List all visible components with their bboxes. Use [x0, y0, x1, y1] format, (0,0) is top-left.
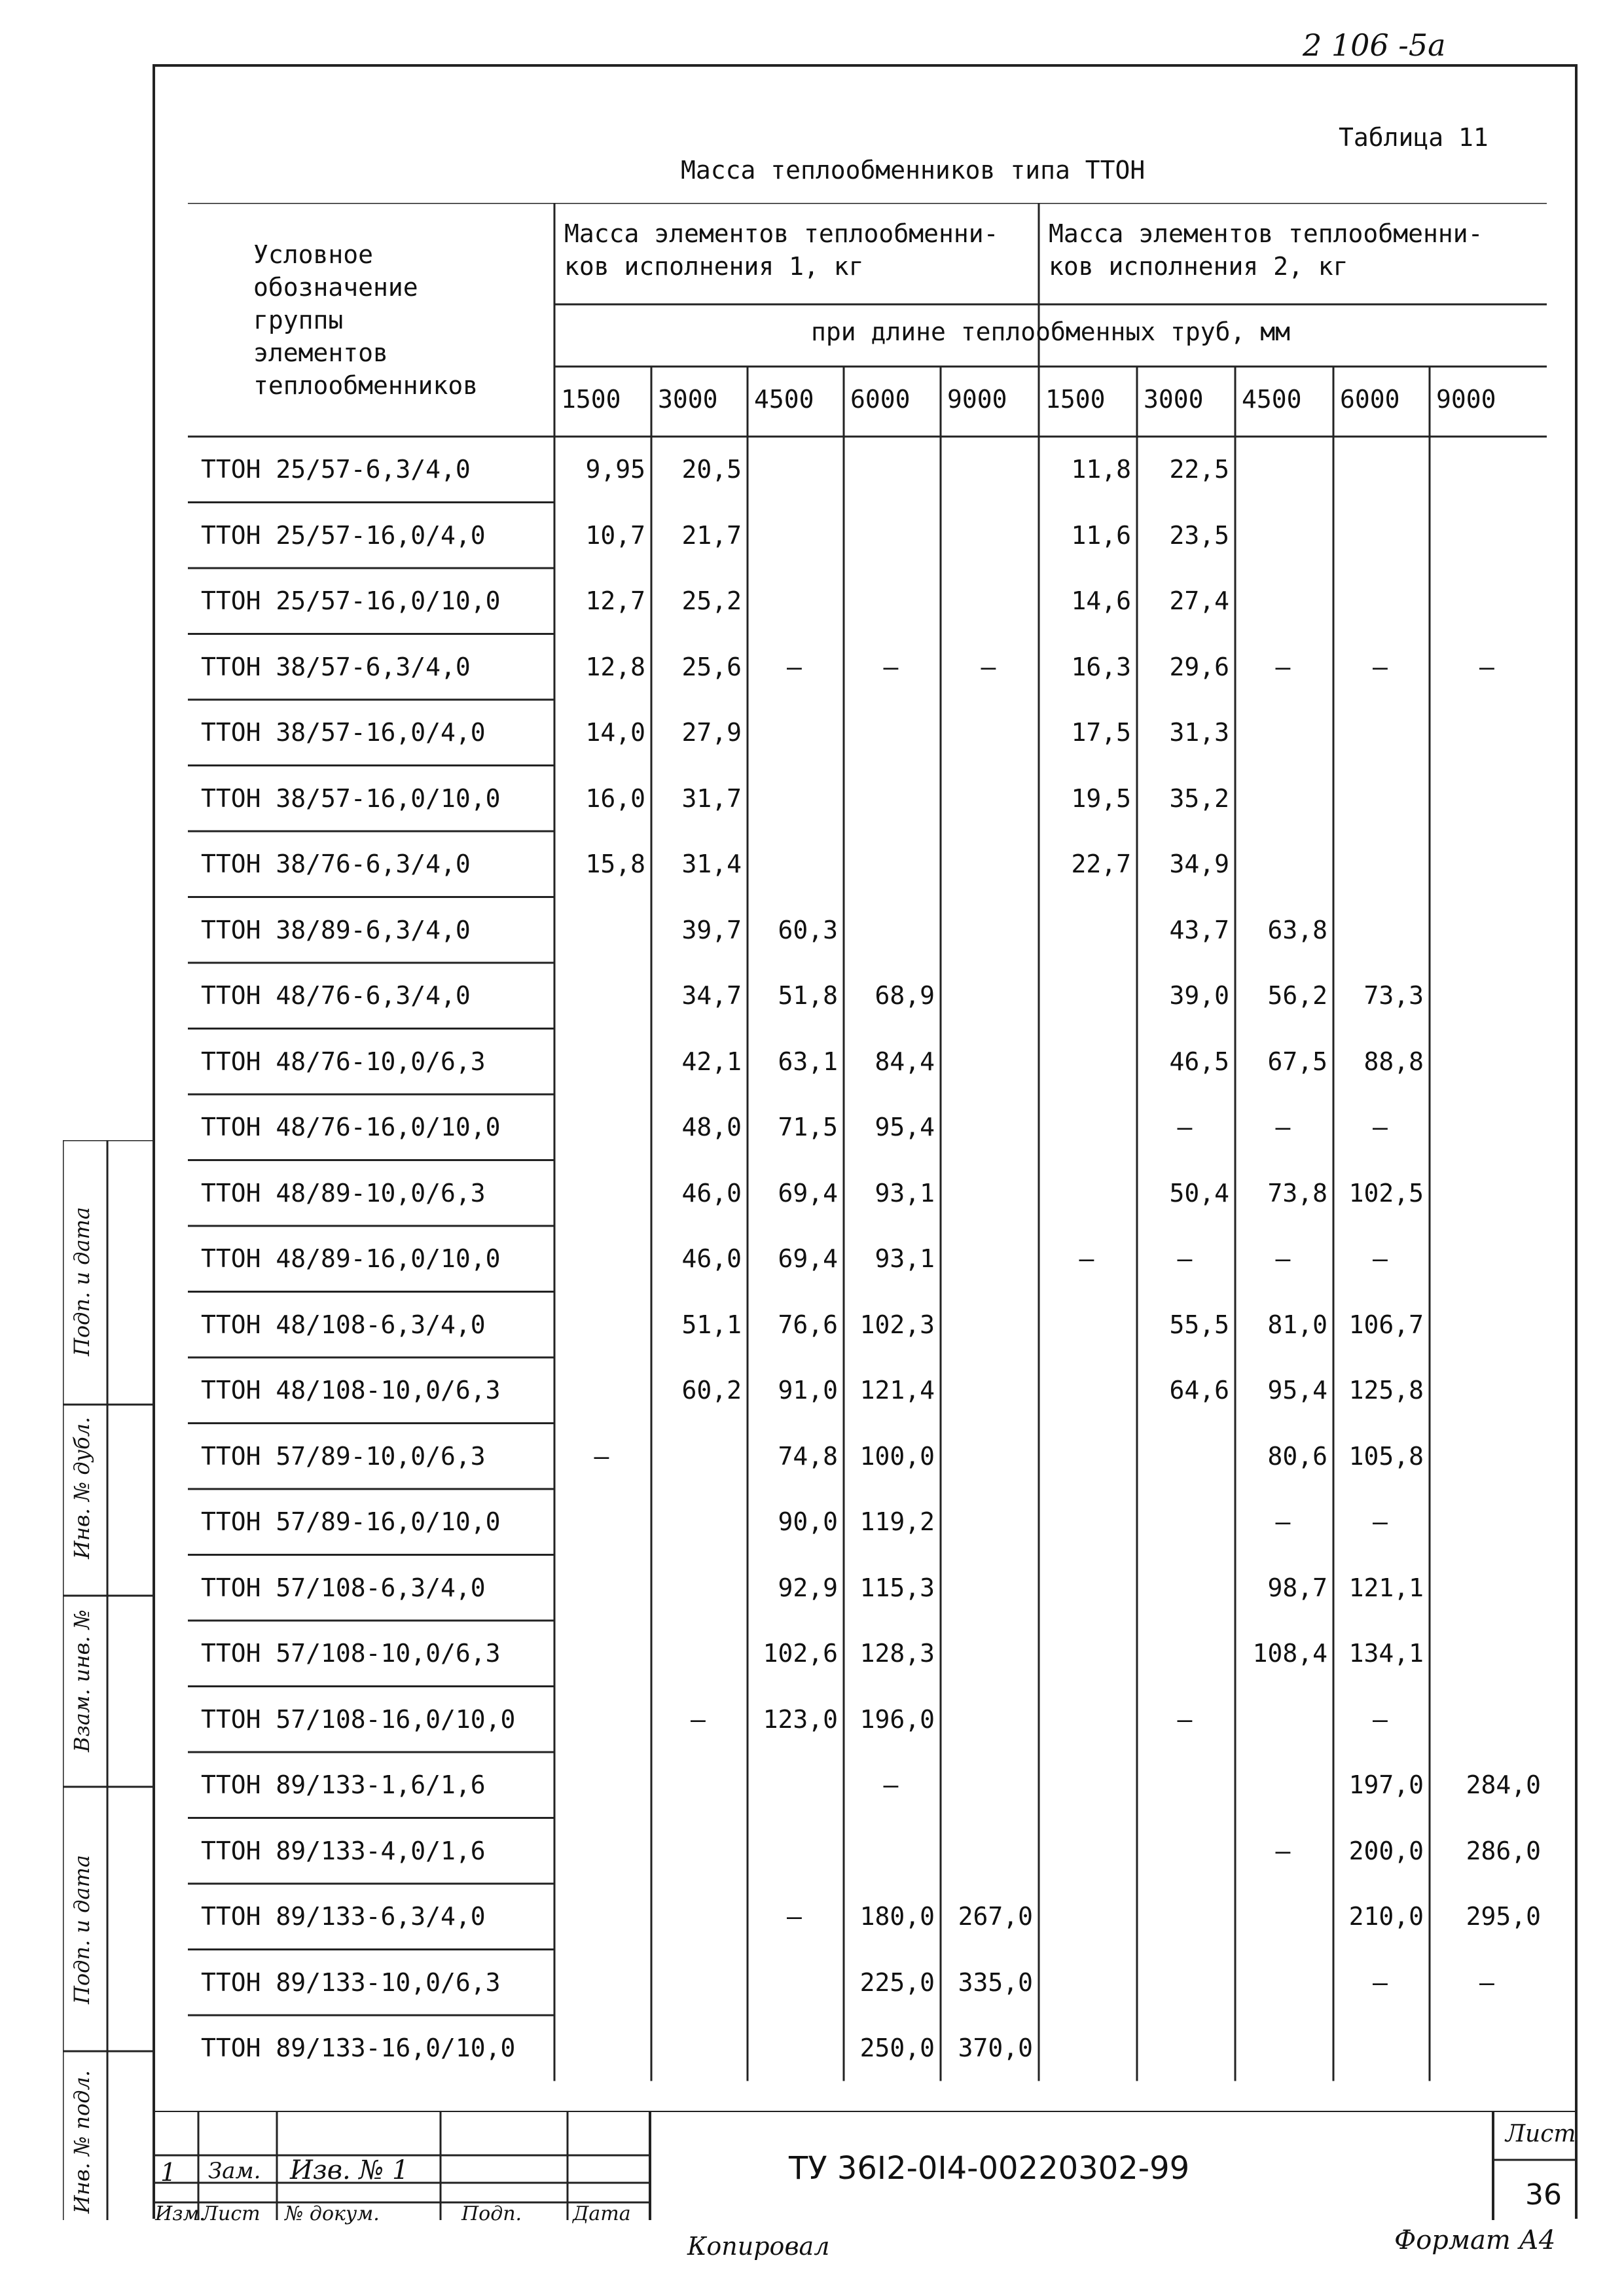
- mass-value: –: [1373, 1967, 1388, 1997]
- row-designation: ТТОН 48/108-10,0/6,3: [201, 1376, 501, 1405]
- mass-value: 106,7: [1348, 1310, 1424, 1339]
- mass-value: 22,5: [1169, 455, 1229, 484]
- mass-value: –: [1275, 1244, 1291, 1273]
- mass-value: 20,5: [681, 455, 742, 484]
- row-designation: ТТОН 57/89-10,0/6,3: [201, 1441, 486, 1471]
- row-designation: ТТОН 38/57-16,0/4,0: [201, 718, 486, 747]
- mass-value: 81,0: [1267, 1310, 1327, 1339]
- strip-sign-date: Подп. и дата: [69, 1207, 94, 1356]
- mass-value: –: [1275, 1113, 1291, 1141]
- mass-value: 60,2: [681, 1376, 742, 1405]
- mass-value: 42,1: [681, 1047, 742, 1076]
- header-length: 4500: [1242, 385, 1302, 414]
- mass-value: 51,8: [778, 981, 838, 1010]
- mass-value: 197,0: [1348, 1770, 1424, 1799]
- mass-value: 16,0: [585, 783, 645, 813]
- tb-head-date: Дата: [573, 2202, 631, 2225]
- strip-original-inv: Инв. № подл.: [69, 2070, 94, 2214]
- mass-value: 15,8: [585, 850, 645, 878]
- mass-value: 17,5: [1071, 718, 1131, 747]
- table-grid-lines: [188, 203, 1547, 2247]
- mass-value: –: [1275, 1507, 1291, 1536]
- mass-value: 93,1: [875, 1178, 935, 1208]
- mass-value: 119,2: [859, 1507, 935, 1536]
- mass-value: 128,3: [859, 1639, 935, 1668]
- mass-value: –: [1177, 1113, 1193, 1141]
- row-designation: ТТОН 38/76-6,3/4,0: [201, 850, 471, 878]
- mass-value: 69,4: [778, 1178, 838, 1208]
- mass-value: 56,2: [1267, 981, 1327, 1010]
- header-length: 9000: [947, 385, 1007, 414]
- mass-value: 102,6: [763, 1639, 838, 1668]
- mass-value: 68,9: [875, 981, 935, 1010]
- row-designation: ТТОН 57/108-16,0/10,0: [201, 1704, 516, 1734]
- mass-value: 22,7: [1071, 850, 1131, 878]
- mass-value: 67,5: [1267, 1047, 1327, 1076]
- mass-table: [188, 203, 1547, 2247]
- mass-value: 14,0: [585, 718, 645, 747]
- mass-value: 95,4: [1267, 1376, 1327, 1405]
- mass-value: 200,0: [1348, 1836, 1424, 1865]
- mass-value: 286,0: [1466, 1836, 1541, 1865]
- mass-value: 31,4: [681, 850, 742, 878]
- mass-value: –: [594, 1441, 609, 1471]
- mass-value: –: [1079, 1244, 1094, 1273]
- mass-value: 91,0: [778, 1376, 838, 1405]
- mass-value: 335,0: [958, 1967, 1033, 1997]
- mass-value: –: [1275, 1836, 1291, 1865]
- mass-value: 125,8: [1348, 1376, 1424, 1405]
- mass-value: 39,0: [1169, 981, 1229, 1010]
- mass-value: 102,5: [1348, 1178, 1424, 1208]
- row-designation: ТТОН 38/89-6,3/4,0: [201, 915, 471, 944]
- mass-value: 46,5: [1169, 1047, 1229, 1076]
- mass-value: 121,1: [1348, 1573, 1424, 1602]
- mass-value: 31,7: [681, 783, 742, 813]
- mass-value: 31,3: [1169, 718, 1229, 747]
- mass-value: 9,95: [585, 455, 645, 484]
- mass-value: 90,0: [778, 1507, 838, 1536]
- mass-value: 102,3: [859, 1310, 935, 1339]
- row-designation: ТТОН 89/133-1,6/1,6: [201, 1770, 486, 1799]
- tb-head-doc-number: № докум.: [285, 2202, 380, 2225]
- mass-value: 63,8: [1267, 915, 1327, 944]
- mass-value: 196,0: [859, 1704, 935, 1734]
- row-designation: ТТОН 57/108-10,0/6,3: [201, 1639, 501, 1668]
- header-length: 1500: [1045, 385, 1106, 414]
- sheet-number: 36: [1525, 2178, 1562, 2212]
- mass-value: 27,9: [681, 718, 742, 747]
- header-group-designation: группы: [253, 306, 344, 334]
- paper-format: Формат А4: [1394, 2225, 1556, 2255]
- row-designation: ТТОН 57/108-6,3/4,0: [201, 1573, 486, 1602]
- row-designation: ТТОН 57/89-16,0/10,0: [201, 1507, 501, 1536]
- header-mass-exec1: Масса элементов теплообменни-: [564, 219, 999, 248]
- mass-value: 23,5: [1169, 520, 1229, 550]
- mass-value: 60,3: [778, 915, 838, 944]
- mass-value: –: [787, 1902, 802, 1931]
- mass-value: 100,0: [859, 1441, 935, 1471]
- mass-value: 16,3: [1071, 652, 1131, 681]
- table-title: Масса теплообменников типа ТТОН: [681, 156, 1146, 185]
- mass-value: –: [1177, 1704, 1193, 1734]
- row-designation: ТТОН 25/57-16,0/4,0: [201, 520, 486, 550]
- header-mass-exec1: ков исполнения 1, кг: [564, 252, 864, 281]
- mass-value: 71,5: [778, 1113, 838, 1141]
- mass-value: –: [1479, 1967, 1494, 1997]
- mass-value: 73,8: [1267, 1178, 1327, 1208]
- mass-value: 105,8: [1348, 1441, 1424, 1471]
- mass-value: –: [883, 1770, 899, 1799]
- sheet-label: Лист: [1506, 2121, 1576, 2147]
- mass-value: –: [1373, 652, 1388, 681]
- mass-value: 108,4: [1252, 1639, 1327, 1668]
- mass-value: 210,0: [1348, 1902, 1424, 1931]
- mass-value: 25,6: [681, 652, 742, 681]
- mass-value: 80,6: [1267, 1441, 1327, 1471]
- mass-value: 64,6: [1169, 1376, 1229, 1405]
- mass-value: 46,0: [681, 1178, 742, 1208]
- mass-value: 93,1: [875, 1244, 935, 1273]
- mass-value: –: [981, 652, 996, 681]
- mass-value: –: [1373, 1507, 1388, 1536]
- mass-value: 180,0: [859, 1902, 935, 1931]
- mass-value: 19,5: [1071, 783, 1131, 813]
- mass-value: 35,2: [1169, 783, 1229, 813]
- mass-value: 92,9: [778, 1573, 838, 1602]
- mass-value: 29,6: [1169, 652, 1229, 681]
- header-length: 1500: [561, 385, 621, 414]
- revision-document: Изв. № 1: [290, 2155, 409, 2185]
- mass-value: –: [1275, 652, 1291, 681]
- document-code: 2 106 -5a: [1303, 27, 1446, 63]
- copied-by: Копировал: [687, 2232, 830, 2261]
- mass-value: 69,4: [778, 1244, 838, 1273]
- strip-sign-date-2: Подп. и дата: [69, 1855, 94, 2004]
- header-length: 3000: [658, 385, 718, 414]
- row-designation: ТТОН 89/133-4,0/1,6: [201, 1836, 486, 1865]
- mass-value: –: [1373, 1704, 1388, 1734]
- mass-value: 50,4: [1169, 1178, 1229, 1208]
- mass-value: 98,7: [1267, 1573, 1327, 1602]
- mass-value: –: [1177, 1244, 1193, 1273]
- mass-value: 73,3: [1363, 981, 1424, 1010]
- header-mass-exec2: ков исполнения 2, кг: [1049, 252, 1348, 281]
- tb-head-sheet: Лист: [202, 2202, 261, 2225]
- mass-value: 76,6: [778, 1310, 838, 1339]
- mass-value: 34,9: [1169, 850, 1229, 878]
- mass-value: 34,7: [681, 981, 742, 1010]
- row-designation: ТТОН 48/89-10,0/6,3: [201, 1178, 486, 1208]
- tb-head-signature: Подп.: [461, 2202, 522, 2225]
- row-designation: ТТОН 48/76-6,3/4,0: [201, 981, 471, 1010]
- header-group-designation: элементов: [253, 338, 388, 367]
- mass-value: 88,8: [1363, 1047, 1424, 1076]
- mass-value: 11,6: [1071, 520, 1131, 550]
- row-designation: ТТОН 25/57-6,3/4,0: [201, 455, 471, 484]
- mass-value: 55,5: [1169, 1310, 1229, 1339]
- left-stamp-strip: [63, 1140, 154, 2220]
- row-designation: ТТОН 89/133-16,0/10,0: [201, 2034, 516, 2062]
- mass-value: 74,8: [778, 1441, 838, 1471]
- header-length: 6000: [1340, 385, 1400, 414]
- mass-value: 14,6: [1071, 586, 1131, 615]
- row-designation: ТТОН 25/57-16,0/10,0: [201, 586, 501, 615]
- row-designation: ТТОН 38/57-16,0/10,0: [201, 783, 501, 813]
- row-designation: ТТОН 48/108-6,3/4,0: [201, 1310, 486, 1339]
- mass-value: 115,3: [859, 1573, 935, 1602]
- mass-value: 51,1: [681, 1310, 742, 1339]
- mass-value: 39,7: [681, 915, 742, 944]
- mass-value: 43,7: [1169, 915, 1229, 944]
- header-length: 6000: [850, 385, 911, 414]
- mass-value: –: [1373, 1113, 1388, 1141]
- document-designation: ТУ 36I2-0I4-00220302-99: [789, 2150, 1190, 2187]
- mass-value: 10,7: [585, 520, 645, 550]
- mass-value: 12,7: [585, 586, 645, 615]
- mass-value: 27,4: [1169, 586, 1229, 615]
- mass-value: 123,0: [763, 1704, 838, 1734]
- header-mass-exec2: Масса элементов теплообменни-: [1049, 219, 1483, 248]
- mass-value: 284,0: [1466, 1770, 1541, 1799]
- mass-value: 295,0: [1466, 1902, 1541, 1931]
- revision-number: 1: [160, 2158, 177, 2187]
- mass-value: 48,0: [681, 1113, 742, 1141]
- row-designation: ТТОН 38/57-6,3/4,0: [201, 652, 471, 681]
- mass-value: 267,0: [958, 1902, 1033, 1931]
- header-length: 3000: [1144, 385, 1204, 414]
- mass-value: –: [1479, 652, 1494, 681]
- header-length: 4500: [754, 385, 814, 414]
- header-length: 9000: [1436, 385, 1496, 414]
- mass-value: 370,0: [958, 2034, 1033, 2062]
- mass-value: 225,0: [859, 1967, 935, 1997]
- mass-value: 46,0: [681, 1244, 742, 1273]
- header-group-designation: обозначение: [253, 273, 418, 302]
- row-designation: ТТОН 48/76-16,0/10,0: [201, 1113, 501, 1141]
- mass-value: 250,0: [859, 2034, 935, 2062]
- mass-value: 25,2: [681, 586, 742, 615]
- header-tube-length: при длине теплообменных труб, мм: [810, 317, 1291, 346]
- mass-value: –: [787, 652, 802, 681]
- header-group-designation: теплообменников: [253, 371, 478, 400]
- table-number: Таблица 11: [1339, 123, 1489, 152]
- mass-value: –: [691, 1704, 706, 1734]
- mass-value: 21,7: [681, 520, 742, 550]
- strip-replaced-inv: Взам. инв. №: [69, 1609, 94, 1752]
- row-designation: ТТОН 89/133-10,0/6,3: [201, 1967, 501, 1997]
- mass-value: –: [1373, 1244, 1388, 1273]
- mass-value: 11,8: [1071, 455, 1131, 484]
- strip-dup-inv: Инв. № дубл.: [69, 1416, 94, 1559]
- tb-head-change: Изм.: [155, 2202, 206, 2225]
- mass-value: 134,1: [1348, 1639, 1424, 1668]
- revision-mark: Зам.: [208, 2158, 261, 2184]
- mass-value: 95,4: [875, 1113, 935, 1141]
- mass-value: 12,8: [585, 652, 645, 681]
- mass-value: 63,1: [778, 1047, 838, 1076]
- row-designation: ТТОН 48/89-16,0/10,0: [201, 1244, 501, 1273]
- mass-value: –: [883, 652, 899, 681]
- row-designation: ТТОН 89/133-6,3/4,0: [201, 1902, 486, 1931]
- mass-value: 84,4: [875, 1047, 935, 1076]
- row-designation: ТТОН 48/76-10,0/6,3: [201, 1047, 486, 1076]
- header-group-designation: Условное: [253, 240, 374, 269]
- mass-value: 121,4: [859, 1376, 935, 1405]
